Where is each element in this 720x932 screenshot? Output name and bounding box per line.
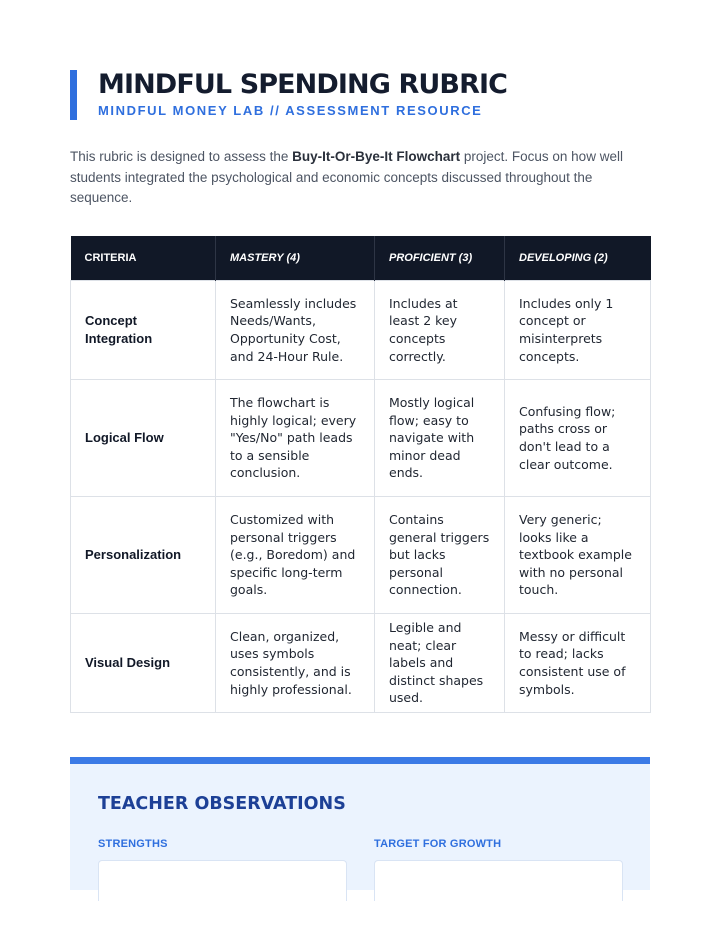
accent-bar <box>70 70 77 120</box>
strengths-label: STRENGTHS <box>98 838 168 850</box>
header-criteria: CRITERIA <box>71 236 216 281</box>
observations-title: TEACHER OBSERVATIONS <box>98 794 346 814</box>
strengths-input-box[interactable] <box>98 860 347 901</box>
proficient-cell: Legible and neat; clear labels and distinct shapes used. <box>375 614 505 713</box>
table-header-row <box>71 236 651 281</box>
teacher-observations-section <box>70 757 650 890</box>
target-for-growth-input-box[interactable] <box>374 860 623 901</box>
developing-cell: Messy or difficult to read; lacks consistent use of symbols. <box>505 614 651 713</box>
table-row <box>71 281 651 380</box>
developing-cell: Includes only 1 concept or misinterprets concepts. <box>505 281 651 380</box>
rubric-table <box>70 236 651 713</box>
criteria-cell: Personalization <box>71 497 216 614</box>
intro-suffix: project. Focus on how well students integrated the psychological and economic concepts discussed throughout the sequence. <box>70 149 623 205</box>
table-row <box>71 497 651 614</box>
criteria-cell: Visual Design <box>71 614 216 713</box>
mastery-cell: Customized with personal triggers (e.g., Boredom) and specific long-term goals. <box>216 497 375 614</box>
intro-paragraph <box>70 147 650 209</box>
page-subtitle: MINDFUL MONEY LAB // ASSESSMENT RESOURCE <box>98 103 483 118</box>
header-proficient: PROFICIENT (3) <box>375 236 505 281</box>
criteria-cell: Logical Flow <box>71 380 216 497</box>
criteria-cell: Concept Integration <box>71 281 216 380</box>
intro-project-name: Buy-It-Or-Bye-It Flowchart <box>292 149 461 164</box>
proficient-cell: Mostly logical flow; easy to navigate with minor dead ends. <box>375 380 505 497</box>
target-for-growth-label: TARGET FOR GROWTH <box>374 838 502 850</box>
mastery-cell: Clean, organized, uses symbols consistently, and is highly professional. <box>216 614 375 713</box>
mastery-cell: The flowchart is highly logical; every "Yes/No" path leads to a sensible conclusion. <box>216 380 375 497</box>
proficient-cell: Contains general triggers but lacks personal connection. <box>375 497 505 614</box>
mastery-cell: Seamlessly includes Needs/Wants, Opportunity Cost, and 24-Hour Rule. <box>216 281 375 380</box>
page-title: MINDFUL SPENDING RUBRIC <box>98 69 508 100</box>
table-row <box>71 380 651 497</box>
intro-prefix: This rubric is designed to assess the <box>70 149 293 164</box>
developing-cell: Very generic; looks like a textbook example with no personal touch. <box>505 497 651 614</box>
developing-cell: Confusing flow; paths cross or don't lead to a clear outcome. <box>505 380 651 497</box>
header-mastery: MASTERY (4) <box>216 236 375 281</box>
proficient-cell: Includes at least 2 key concepts correctly. <box>375 281 505 380</box>
table-row <box>71 614 651 713</box>
header-developing: DEVELOPING (2) <box>505 236 651 281</box>
